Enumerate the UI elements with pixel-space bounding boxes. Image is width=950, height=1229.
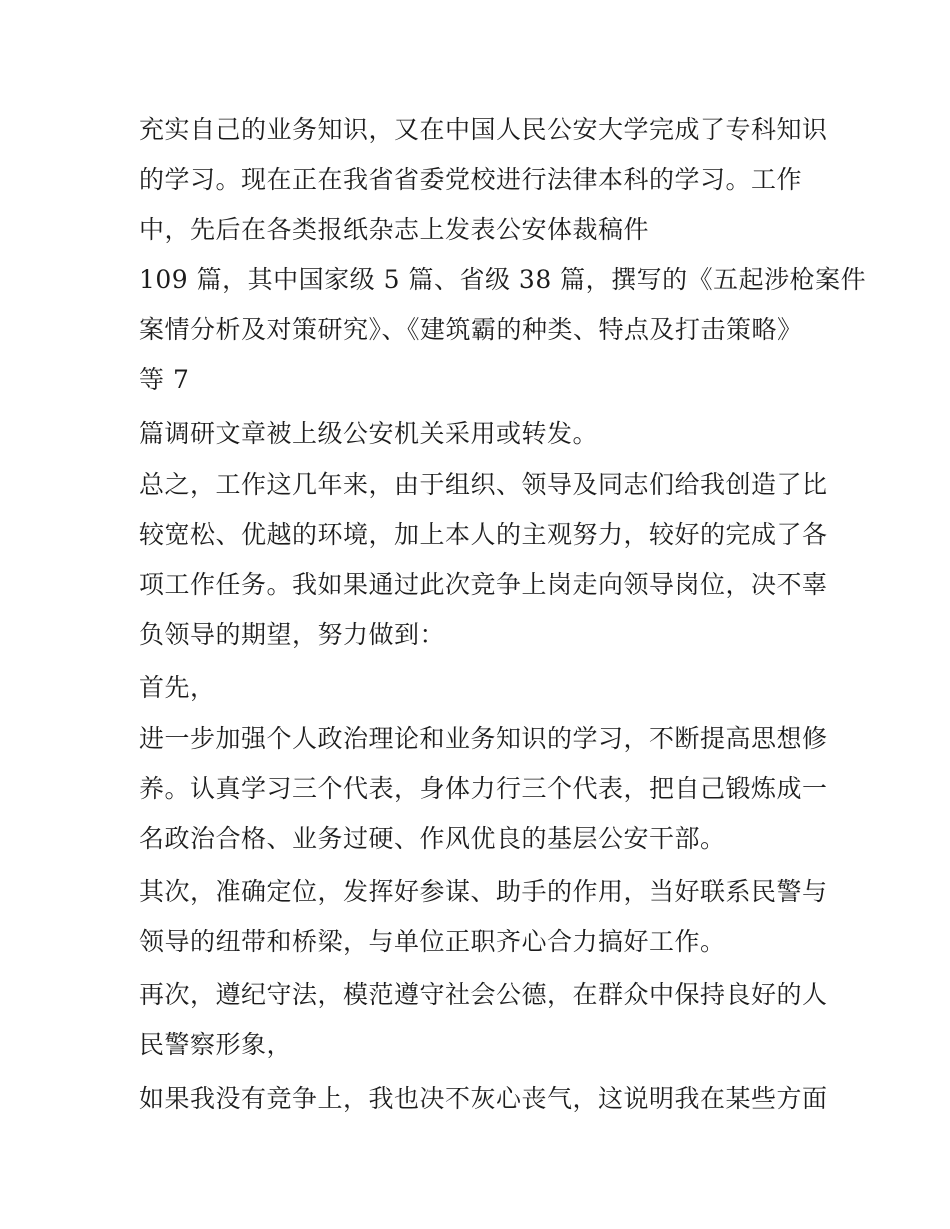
text-line: 负领导的期望，努力做到： [139,620,446,649]
text-line: 如果我没有竞争上，我也决不灰心丧气，这说明我在某些方面 [139,1084,828,1113]
text-line: 再次，遵纪守法，模范遵守社会公德，在群众中保持良好的人 [139,980,828,1009]
text-line: 项工作任务。我如果通过此次竞争上岗走向领导岗位，决不辜 [139,570,828,599]
text-line: 等 7 [139,365,190,394]
text-line: 民警察形象， [139,1030,293,1059]
text-line: 较宽松、优越的环境，加上本人的主观努力，较好的完成了各 [139,520,828,549]
text-line: 的学习。现在正在我省省委党校进行法律本科的学习。工作 [139,165,803,194]
text-line: 首先， [139,673,216,702]
text-line: 案情分析及对策研究》、《建筑霸的种类、特点及打击策略》 [139,315,803,344]
text-line: 进一步加强个人政治理论和业务知识的学习，不断提高思想修 [139,724,828,753]
text-line: 109 篇，其中国家级 5 篇、省级 38 篇，撰写的《五起涉枪案件 [139,265,867,294]
text-line: 名政治合格、业务过硬、作风优良的基层公安干部。 [139,824,726,853]
text-line: 中，先后在各类报纸杂志上发表公安体裁稿件 [139,215,650,244]
text-line: 养。认真学习三个代表，身体力行三个代表，把自己锻炼成一 [139,774,828,803]
text-line: 篇调研文章被上级公安机关采用或转发。 [139,419,599,448]
text-line: 领导的纽带和桥梁，与单位正职齐心合力搞好工作。 [139,927,726,956]
text-line: 其次，准确定位，发挥好参谋、助手的作用，当好联系民警与 [139,877,828,906]
text-line: 总之，工作这几年来，由于组织、领导及同志们给我创造了比 [139,470,828,499]
text-line: 充实自己的业务知识，又在中国人民公安大学完成了专科知识 [139,115,828,144]
